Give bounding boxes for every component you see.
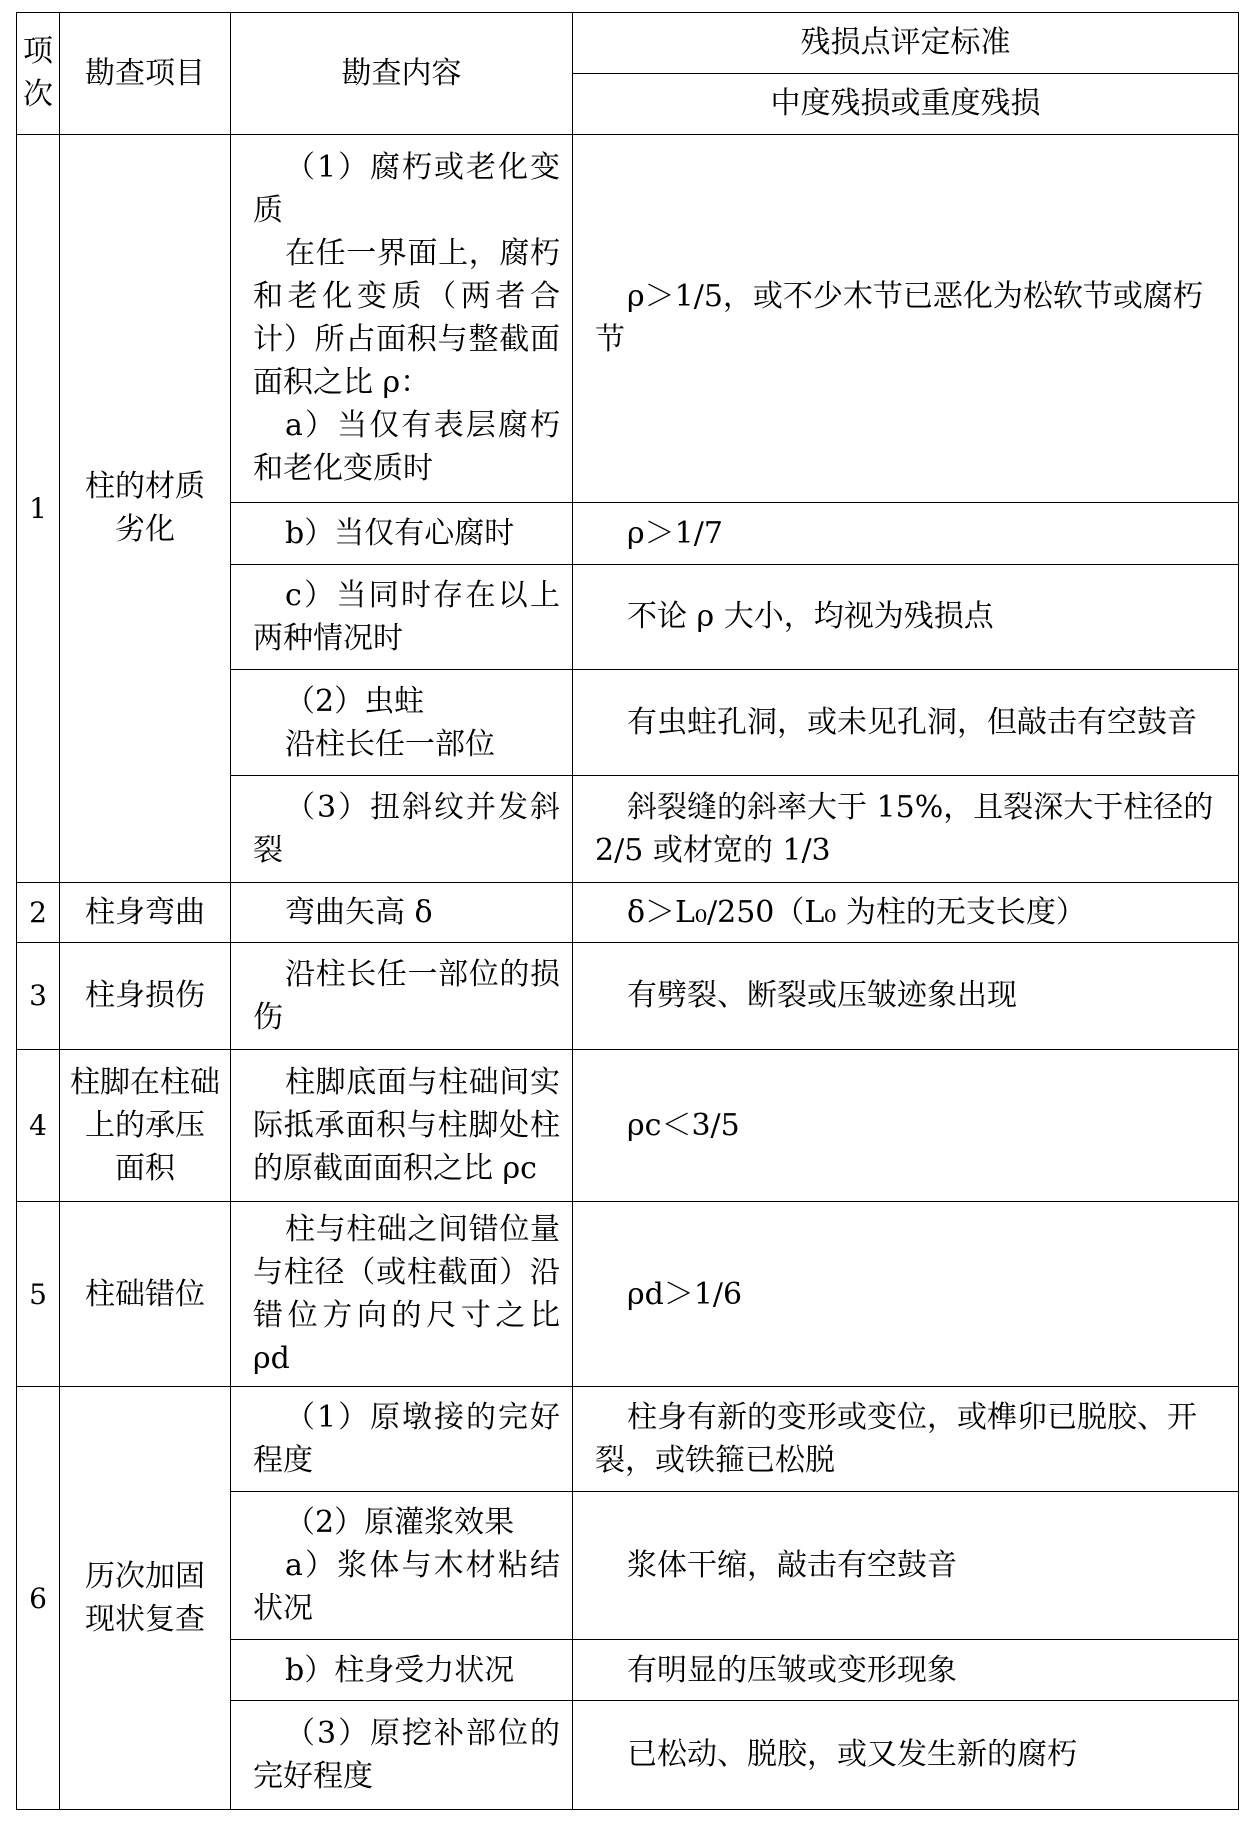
row-item: 柱的材质 劣化 bbox=[60, 134, 231, 882]
row-std: 浆体干缩，敲击有空鼓音 bbox=[573, 1491, 1239, 1639]
row-content: 沿柱长任一部位的损伤 bbox=[231, 942, 573, 1049]
row-std: ρc＜3/5 bbox=[573, 1049, 1239, 1202]
row-no: 6 bbox=[17, 1387, 60, 1810]
row-std: ρ＞1/7 bbox=[573, 503, 1239, 565]
row-no: 5 bbox=[17, 1202, 60, 1387]
row-content: b）柱身受力状况 bbox=[231, 1640, 573, 1701]
row-no: 1 bbox=[17, 134, 60, 882]
row-content: （3）原挖补部位的完好程度 bbox=[231, 1700, 573, 1809]
row-std: 斜裂缝的斜率大于 15%，且裂深大于柱径的 2/5 或材宽的 1/3 bbox=[573, 776, 1239, 883]
row-std: 柱身有新的变形或变位，或榫卯已脱胶、开裂，或铁箍已松脱 bbox=[573, 1387, 1239, 1492]
row-item: 历次加固 现状复查 bbox=[60, 1387, 231, 1810]
header-std-sub: 中度残损或重度残损 bbox=[573, 73, 1239, 134]
row-no: 3 bbox=[17, 942, 60, 1049]
row-content: 弯曲矢高 δ bbox=[231, 883, 573, 943]
table-row bbox=[17, 883, 1239, 943]
row-std: 有明显的压皱或变形现象 bbox=[573, 1640, 1239, 1701]
row-content: b）当仅有心腐时 bbox=[231, 503, 573, 565]
row-std: 有虫蛀孔洞，或未见孔洞，但敲击有空鼓音 bbox=[573, 669, 1239, 776]
row-no: 4 bbox=[17, 1049, 60, 1202]
row-content: （1）腐朽或老化变质 在任一界面上，腐朽和老化变质（两者合计）所占面积与整截面面积之比 ρ： a）当仅有表层腐朽和老化变质时 bbox=[231, 134, 573, 502]
header-no: 项 次 bbox=[17, 13, 60, 135]
table-row bbox=[17, 1049, 1239, 1202]
row-content: 柱与柱础之间错位量与柱径（或柱截面）沿错位方向的尺寸之比 ρd bbox=[231, 1202, 573, 1387]
header-item: 勘查项目 bbox=[60, 13, 231, 135]
row-std: 有劈裂、断裂或压皱迹象出现 bbox=[573, 942, 1239, 1049]
row-std: ρd＞1/6 bbox=[573, 1202, 1239, 1387]
row-item: 柱身损伤 bbox=[60, 942, 231, 1049]
inspection-table bbox=[16, 12, 1239, 1810]
table-row bbox=[17, 1387, 1239, 1492]
row-std: ρ＞1/5，或不少木节已恶化为松软节或腐朽节 bbox=[573, 134, 1239, 502]
row-std: 不论 ρ 大小，均视为残损点 bbox=[573, 565, 1239, 670]
row-content: 柱脚底面与柱础间实际抵承面积与柱脚处柱的原截面面积之比 ρc bbox=[231, 1049, 573, 1202]
row-content: （3）扭斜纹并发斜裂 bbox=[231, 776, 573, 883]
row-content: c）当同时存在以上两种情况时 bbox=[231, 565, 573, 670]
row-no: 2 bbox=[17, 883, 60, 943]
header-row bbox=[17, 13, 1239, 74]
row-std: δ＞L₀/250（L₀ 为柱的无支长度） bbox=[573, 883, 1239, 943]
table-row bbox=[17, 134, 1239, 502]
table-row bbox=[17, 1202, 1239, 1387]
row-std: 已松动、脱胶，或又发生新的腐朽 bbox=[573, 1700, 1239, 1809]
row-content: （1）原墩接的完好程度 bbox=[231, 1387, 573, 1492]
row-content: （2）原灌浆效果 a）浆体与木材粘结状况 bbox=[231, 1491, 573, 1639]
table-row bbox=[17, 942, 1239, 1049]
header-content: 勘查内容 bbox=[231, 13, 573, 135]
header-std-group: 残损点评定标准 bbox=[573, 13, 1239, 74]
row-item: 柱身弯曲 bbox=[60, 883, 231, 943]
row-item: 柱础错位 bbox=[60, 1202, 231, 1387]
row-item: 柱脚在柱础 上的承压 面积 bbox=[60, 1049, 231, 1202]
row-content: （2）虫蛀 沿柱长任一部位 bbox=[231, 669, 573, 776]
